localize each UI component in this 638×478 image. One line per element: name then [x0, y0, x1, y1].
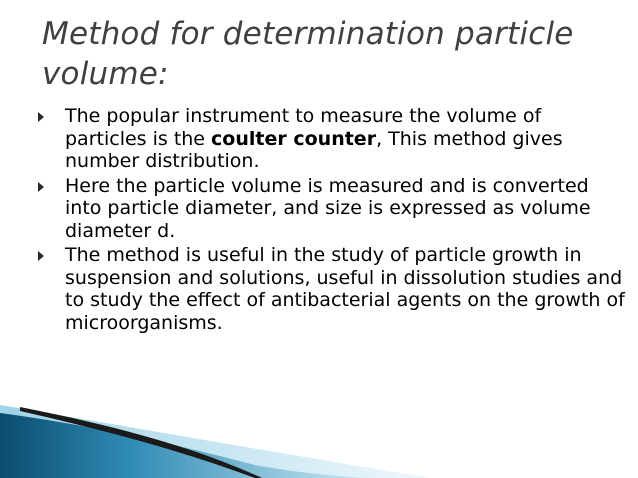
bullet-text: The method is useful in the study of particle growth in suspension and solutions, useful in dissolution studies and to study the effect of antibacterial agents on the growth of microorganisms.: [65, 244, 625, 334]
triangle-bullet-icon: [38, 182, 44, 192]
bullet-item: [38, 105, 628, 173]
slide-title: Method for determination particle volume:: [42, 16, 574, 92]
bullet-text: The popular instrument to measure the volume of particles is the: [65, 105, 542, 150]
bullet-bold-term: coulter counter: [211, 127, 377, 150]
triangle-bullet-icon: [38, 112, 44, 122]
bullet-item: [38, 244, 628, 334]
bullet-list: [38, 105, 628, 336]
bullet-text: Here the particle volume is measured and is converted into particle diameter, and size is expressed as volume diameter d.: [65, 174, 591, 242]
bullet-text-continued: , This method gives number distribution.: [65, 127, 563, 172]
decorative-swoosh: [0, 395, 638, 478]
bullet-item: [38, 175, 628, 243]
triangle-bullet-icon: [38, 251, 44, 261]
